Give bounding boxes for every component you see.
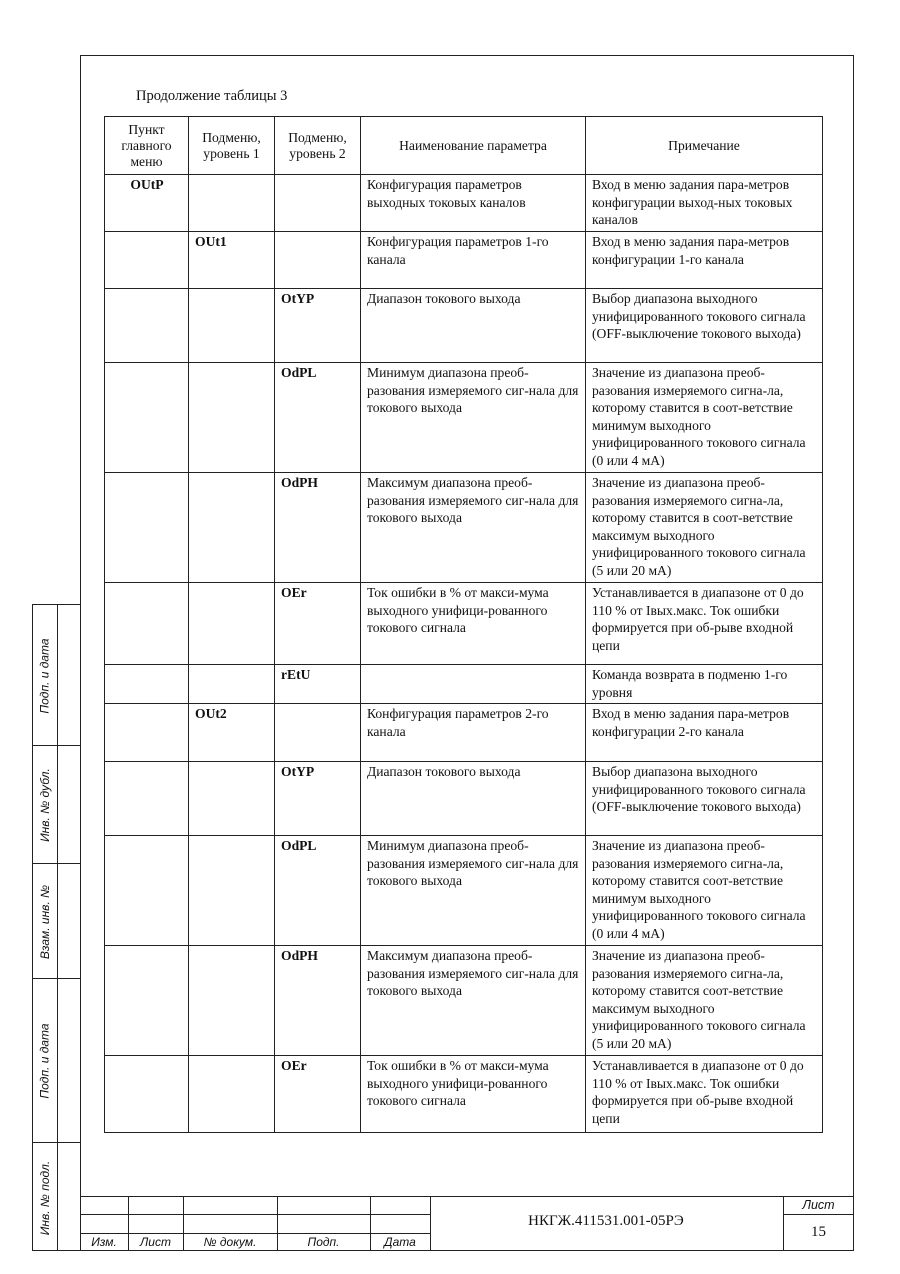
side-label: Инв. № дубл. xyxy=(38,768,52,842)
parameter-name-cell: Конфигурация параметров выходных токовых каналов xyxy=(361,175,586,232)
header-submenu-level-1: Подменю, уровень 1 xyxy=(189,117,275,175)
table-row xyxy=(105,665,823,704)
note-cell: Значение из диапазона преоб-разования измеряемого сигна-ла, которому ставится соот-ветствие максимум выходного унифицированного токового сигнала (5 или 20 мА) xyxy=(586,946,823,1056)
submenu-2-cell: OtYP xyxy=(275,762,361,836)
document-code: НКГЖ.411531.001-05РЭ xyxy=(528,1213,684,1229)
submenu-2-cell: OdPH xyxy=(275,946,361,1056)
submenu-1-cell xyxy=(189,289,275,363)
main-menu-cell xyxy=(105,762,189,836)
side-label: Подп. и дата xyxy=(38,637,52,714)
parameter-name-cell: Минимум диапазона преоб-разования измеряемого сиг-нала для токового выхода xyxy=(361,836,586,946)
submenu-1-cell: OUt2 xyxy=(189,704,275,762)
side-cell-sign-date-1 xyxy=(32,604,80,745)
side-cell-replace-inv xyxy=(32,863,80,978)
note-cell: Устанавливается в диапазоне от 0 до 110 % от Iвых.макс. Ток ошибки формируется при об-рыве входной цепи xyxy=(586,583,823,665)
table-row xyxy=(105,232,823,289)
submenu-2-cell: OdPL xyxy=(275,363,361,473)
submenu-1-cell xyxy=(189,1056,275,1133)
title-label-sheet: Лист xyxy=(140,1235,171,1249)
sheet-number: 15 xyxy=(811,1224,826,1240)
note-cell: Выбор диапазона выходного унифицированного токового сигнала (OFF-выключение токового выхода) xyxy=(586,762,823,836)
submenu-2-cell: rEtU xyxy=(275,665,361,704)
note-cell: Вход в меню задания пара-метров конфигурации 1-го канала xyxy=(586,232,823,289)
note-cell: Значение из диапазона преоб-разования измеряемого сигна-ла, которому ставится соот-ветствие минимум выходного унифицированного токового сигнала (0 или 4 мА) xyxy=(586,836,823,946)
submenu-2-cell: OdPL xyxy=(275,836,361,946)
title-label-doc-number: № докум. xyxy=(203,1235,257,1249)
binding-strip xyxy=(32,604,80,1251)
note-cell: Выбор диапазона выходного унифицированного токового сигнала (OFF-выключение токового выхода) xyxy=(586,289,823,363)
side-cell-sign-date-2 xyxy=(32,978,80,1142)
main-menu-cell xyxy=(105,836,189,946)
main-menu-cell xyxy=(105,363,189,473)
sheet-label: Лист xyxy=(802,1198,835,1212)
table-row xyxy=(105,704,823,762)
parameter-name-cell: Максимум диапазона преоб-разования измеряемого сиг-нала для токового выхода xyxy=(361,473,586,583)
note-cell: Вход в меню задания пара-метров конфигурации выход-ных токовых каналов xyxy=(586,175,823,232)
side-cell-dup-inv xyxy=(32,745,80,863)
side-label: Подп. и дата xyxy=(38,1023,52,1099)
table-header-row xyxy=(105,117,823,175)
main-menu-cell xyxy=(105,289,189,363)
submenu-1-cell xyxy=(189,363,275,473)
submenu-2-cell: OEr xyxy=(275,583,361,665)
main-menu-cell xyxy=(105,665,189,704)
parameters-table xyxy=(104,116,823,1133)
side-label: Инв. № подл. xyxy=(38,1160,52,1235)
header-parameter-name: Наименование параметра xyxy=(361,117,586,175)
submenu-1-cell xyxy=(189,762,275,836)
title-label-change: Изм. xyxy=(91,1235,117,1249)
side-label: Взам. инв. № xyxy=(38,884,53,959)
submenu-2-cell xyxy=(275,175,361,232)
parameter-name-cell xyxy=(361,665,586,704)
note-cell: Вход в меню задания пара-метров конфигурации 2-го канала xyxy=(586,704,823,762)
submenu-1-cell xyxy=(189,665,275,704)
title-label-signature: Подп. xyxy=(307,1235,340,1249)
submenu-2-cell: OdPH xyxy=(275,473,361,583)
parameter-name-cell: Максимум диапазона преоб-разования измеряемого сиг-нала для токового выхода xyxy=(361,946,586,1056)
header-note: Примечание xyxy=(586,117,823,175)
submenu-1-cell xyxy=(189,473,275,583)
parameter-name-cell: Диапазон токового выхода xyxy=(361,762,586,836)
side-cell-orig-inv xyxy=(32,1142,80,1251)
submenu-2-cell: OtYP xyxy=(275,289,361,363)
header-submenu-level-2: Подменю, уровень 2 xyxy=(275,117,361,175)
table-row xyxy=(105,1056,823,1133)
table-row xyxy=(105,946,823,1056)
main-menu-cell: OUtP xyxy=(105,175,189,232)
parameter-name-cell: Ток ошибки в % от макси-мума выходного унифици-рованного токового сигнала xyxy=(361,1056,586,1133)
main-menu-cell xyxy=(105,946,189,1056)
parameter-name-cell: Диапазон токового выхода xyxy=(361,289,586,363)
submenu-1-cell xyxy=(189,946,275,1056)
main-menu-cell xyxy=(105,473,189,583)
submenu-1-cell xyxy=(189,175,275,232)
note-cell: Команда возврата в подменю 1-го уровня xyxy=(586,665,823,704)
main-menu-cell xyxy=(105,583,189,665)
submenu-2-cell xyxy=(275,232,361,289)
title-label-date: Дата xyxy=(384,1235,416,1249)
note-cell: Значение из диапазона преоб-разования измеряемого сигна-ла, которому ставится в соот-ветствие минимум выходного унифицированного токового сигнала (0 или 4 мА) xyxy=(586,363,823,473)
main-menu-cell xyxy=(105,232,189,289)
main-menu-cell xyxy=(105,704,189,762)
parameter-name-cell: Ток ошибки в % от макси-мума выходного унифици-рованного токового сигнала xyxy=(361,583,586,665)
table-row xyxy=(105,289,823,363)
note-cell: Значение из диапазона преоб-разования измеряемого сигна-ла, которому ставится в соот-ветствие максимум выходного унифицированного токового сигнала (5 или 20 мА) xyxy=(586,473,823,583)
table-row xyxy=(105,583,823,665)
parameter-name-cell: Конфигурация параметров 2-го канала xyxy=(361,704,586,762)
parameter-name-cell: Конфигурация параметров 1-го канала xyxy=(361,232,586,289)
submenu-2-cell: OEr xyxy=(275,1056,361,1133)
main-menu-cell xyxy=(105,1056,189,1133)
table-row xyxy=(105,762,823,836)
header-main-menu: Пункт главного меню xyxy=(105,117,189,175)
table-row xyxy=(105,175,823,232)
submenu-1-cell xyxy=(189,836,275,946)
table-row xyxy=(105,473,823,583)
table-row xyxy=(105,836,823,946)
submenu-1-cell: OUt1 xyxy=(189,232,275,289)
submenu-2-cell xyxy=(275,704,361,762)
submenu-1-cell xyxy=(189,583,275,665)
table-caption: Продолжение таблицы 3 xyxy=(136,88,288,104)
parameter-name-cell: Минимум диапазона преоб-разования измеряемого сиг-нала для токового выхода xyxy=(361,363,586,473)
note-cell: Устанавливается в диапазоне от 0 до 110 % от Iвых.макс. Ток ошибки формируется при об-рыве входной цепи xyxy=(586,1056,823,1133)
table-row xyxy=(105,363,823,473)
